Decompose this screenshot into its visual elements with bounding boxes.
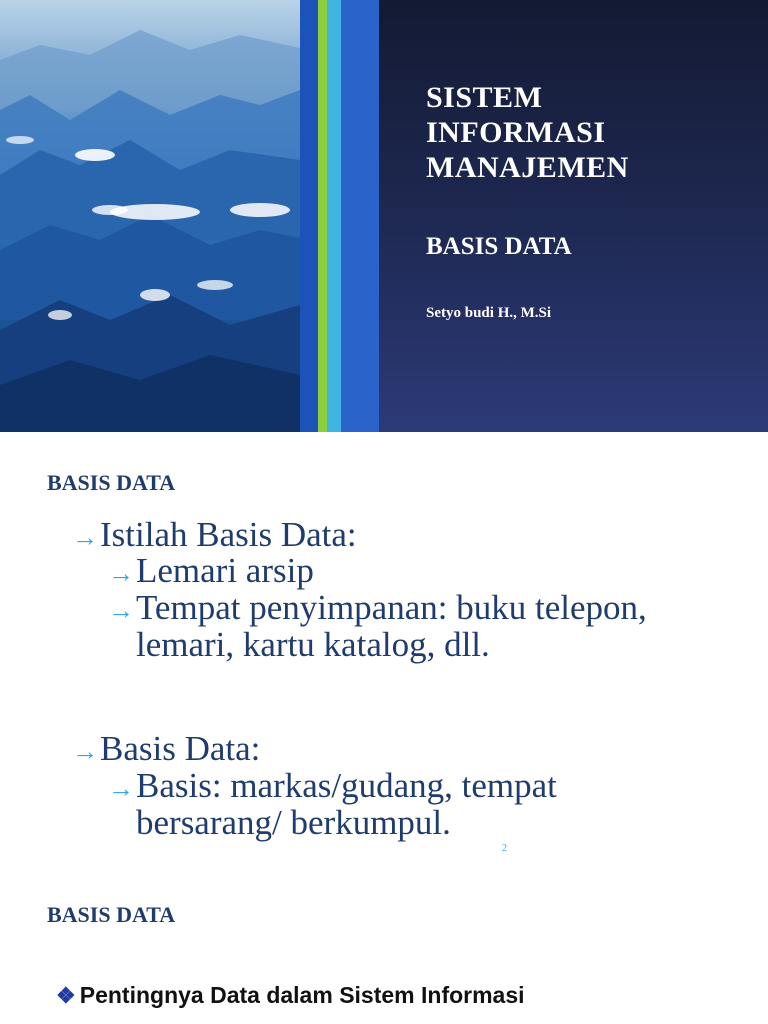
arrow-icon: →: [72, 737, 98, 766]
sub-bullet-item: [108, 589, 647, 629]
sub-bullet-item: [108, 767, 557, 807]
bullet-text: Tempat penyimpanan: buku telepon,: [136, 588, 647, 627]
title-line-3: MANAJEMEN: [426, 151, 629, 184]
diamond-bullet-icon: ❖: [56, 983, 76, 1008]
bullet-text: Basis: markas/gudang, tempat: [136, 766, 557, 805]
bullet-continuation: bersarang/ berkumpul.: [136, 803, 451, 842]
subtitle: BASIS DATA: [426, 233, 572, 260]
slide-heading: BASIS DATA: [47, 902, 176, 927]
content-slide: [0, 432, 768, 864]
mountain-image: [0, 0, 300, 432]
accent-stripe-green: [318, 0, 327, 432]
bullet-continuation: lemari, kartu katalog, dll.: [136, 625, 490, 664]
slide-heading: BASIS DATA: [47, 470, 176, 495]
title-slide: [0, 0, 768, 432]
accent-stripe-cyan: [327, 0, 341, 432]
accent-stripe-royal: [341, 0, 379, 432]
bullet-text: Istilah Basis Data:: [100, 515, 357, 554]
bullet-item: [56, 982, 525, 1009]
arrow-icon: →: [108, 774, 134, 803]
arrow-icon: →: [108, 596, 134, 625]
content-slide-partial: [0, 864, 768, 1024]
bullet-text: Lemari arsip: [136, 551, 314, 590]
sub-bullet-item: [108, 552, 314, 592]
author: Setyo budi H., M.Si: [426, 305, 552, 321]
page-number: 2: [502, 843, 507, 854]
title-line-2: INFORMASI: [426, 116, 606, 149]
bullet-item: [72, 516, 357, 556]
accent-stripe-blue: [300, 0, 318, 432]
bullet-text: Pentingnya Data dalam Sistem Informasi: [79, 982, 525, 1008]
mountain-photo: [0, 0, 300, 432]
title-line-1: SISTEM: [426, 81, 543, 114]
arrow-icon: →: [108, 559, 134, 588]
arrow-icon: →: [72, 523, 98, 552]
bullet-text: Basis Data:: [100, 729, 261, 768]
bullet-item: [72, 730, 260, 770]
title-block: [426, 80, 629, 322]
